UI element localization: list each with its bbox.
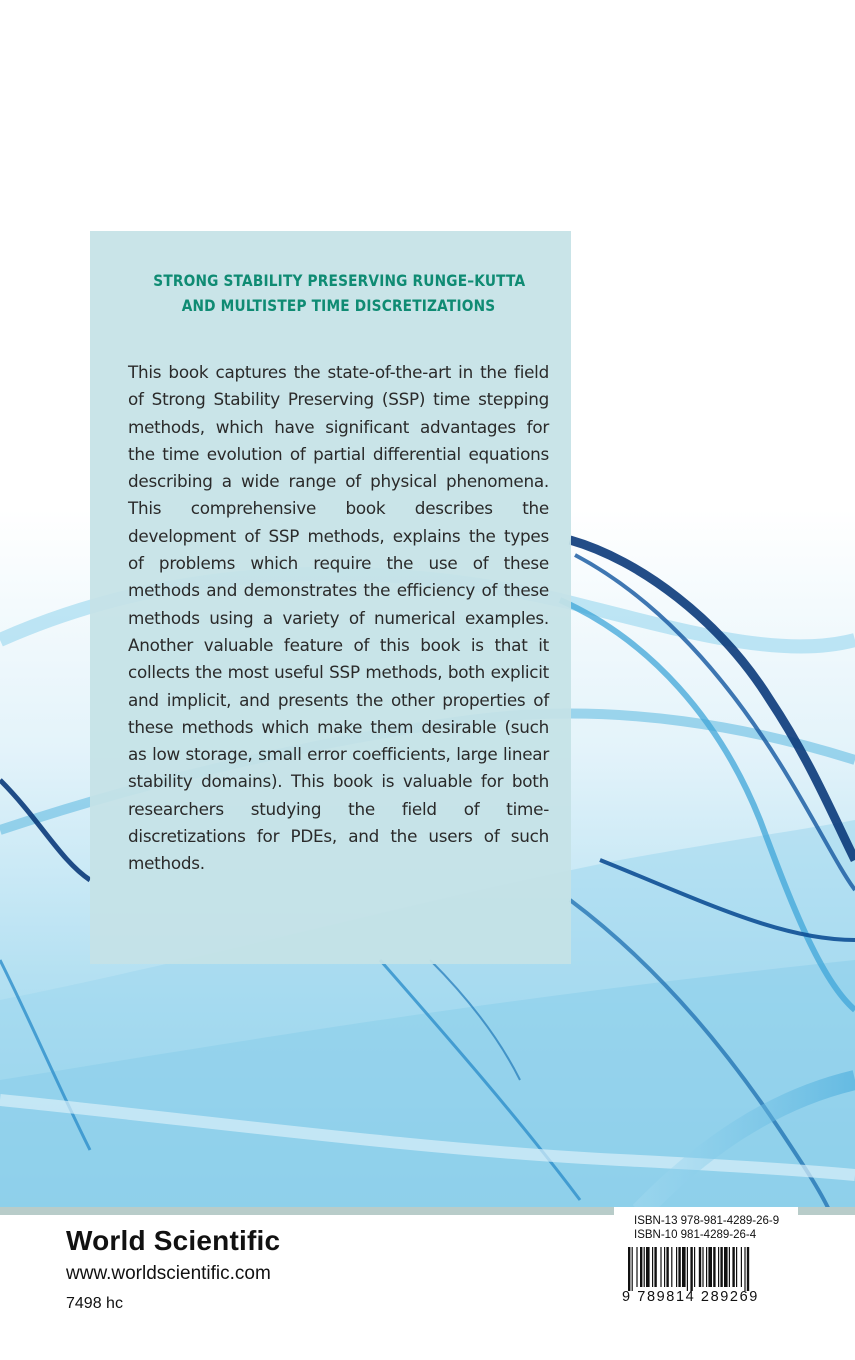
barcode-bar (729, 1247, 730, 1287)
barcode-bar (706, 1247, 707, 1287)
barcode-bar (699, 1247, 701, 1287)
barcode-icon (628, 1247, 788, 1291)
barcode-bar (736, 1247, 737, 1287)
barcode-bar (744, 1247, 745, 1291)
barcode-bar (682, 1247, 686, 1287)
book-title-line-1: STRONG STABILITY PRESERVING RUNGE–KUTTA (153, 272, 526, 290)
description-panel (90, 231, 571, 964)
barcode-bar (671, 1247, 672, 1287)
barcode-bar (718, 1247, 719, 1287)
barcode-bar (713, 1247, 715, 1287)
barcode-bar (646, 1247, 650, 1287)
barcode-bar (652, 1247, 653, 1287)
barcode-bar (644, 1247, 645, 1287)
book-title (153, 269, 526, 319)
barcode-bar (720, 1247, 722, 1287)
book-title-line-2: AND MULTISTEP TIME DISCRETIZATIONS (181, 297, 496, 315)
barcode-bar (702, 1247, 703, 1287)
barcode-bar (676, 1247, 677, 1287)
catalog-number: 7498 hc (66, 1295, 123, 1312)
footer-bar (0, 1207, 855, 1360)
barcode-bar (708, 1247, 712, 1287)
barcode-bar (654, 1247, 656, 1287)
barcode-digits: 9 789814 289269 (622, 1289, 759, 1305)
publisher-website: www.worldscientific.com (66, 1263, 271, 1284)
publisher-name: World Scientific (66, 1225, 281, 1256)
isbn-barcode-block (614, 1207, 798, 1307)
barcode-bar (660, 1247, 661, 1287)
barcode-bar (636, 1247, 637, 1287)
barcode-bar (687, 1247, 688, 1291)
barcode-bar (666, 1247, 668, 1287)
barcode-bar (690, 1247, 692, 1291)
barcode-bar (694, 1247, 695, 1287)
barcode-bar (724, 1247, 728, 1287)
barcode-bar (628, 1247, 630, 1291)
barcode-bar (664, 1247, 665, 1287)
book-description: This book captures the state-of-the-art in the field of Strong Stability Preserving (SSP) time stepping methods, which have significant advantages for the time evolution of partial differential equations describing a wide range of physical phenomena. This comprehensive book describes the development of SSP methods, explains the types of problems which require the use of these methods and demonstrates the efficiency of these methods using a variety of numerical examples. Another valuable feature of this book is that it collects the most useful SSP methods, both explicit and implicit, and presents the other properties of these methods which make them desirable (such as low storage, small error coefficients, large linear stability domains). This book is valuable for both researchers studying the field of time-discretizations for PDEs, and the users of such methods. (128, 362, 549, 874)
barcode-bar (741, 1247, 742, 1287)
barcode-bar (678, 1247, 680, 1287)
barcode-bar (732, 1247, 734, 1287)
isbn-13-label: ISBN-13 978-981-4289-26-9 (634, 1215, 780, 1227)
barcode-bar (632, 1247, 633, 1291)
isbn-10-label: ISBN-10 981-4289-26-4 (634, 1229, 757, 1241)
barcode-bar (640, 1247, 642, 1287)
barcode-bar (747, 1247, 749, 1291)
